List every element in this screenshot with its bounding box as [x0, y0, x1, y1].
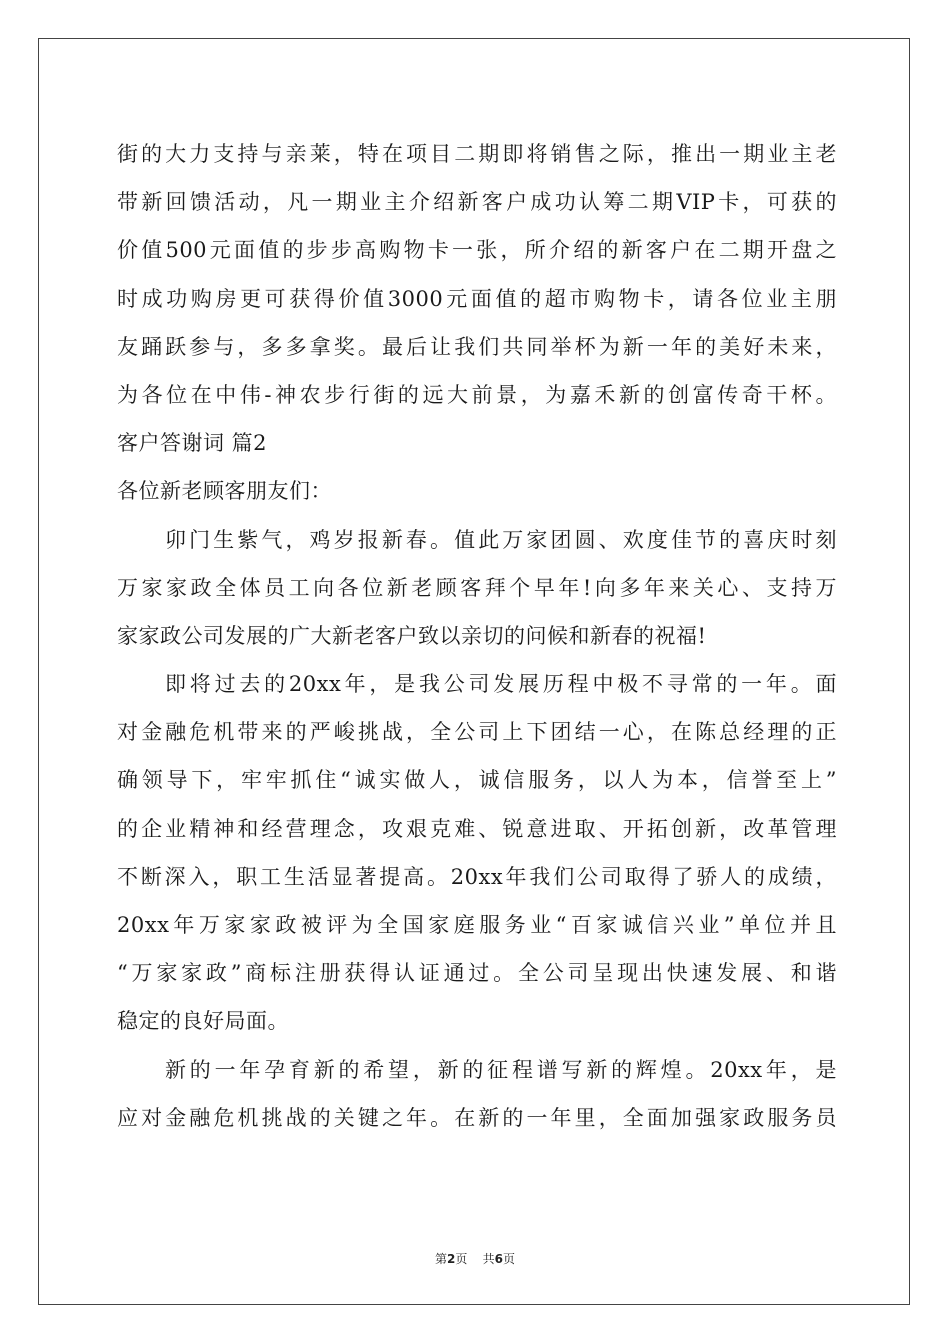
text-line: 万家家政全体员工向各位新老顾客拜个早年!向多年来关心、支持万 — [117, 575, 837, 600]
text-line: 稳定的良好局面。 — [117, 1009, 289, 1034]
text-line: 卯门生紫气，鸡岁报新春。值此万家团圆、欢度佳节的喜庆时刻 — [165, 527, 837, 552]
text-line: 对金融危机带来的严峻挑战，全公司上下团结一心，在陈总经理的正 — [117, 720, 837, 745]
page-suffix: 页 — [455, 1252, 468, 1266]
text-line: 家家政公司发展的广大新老客户致以亲切的问候和新春的祝福! — [117, 623, 707, 648]
text-line: “万家家政”商标注册获得认证通过。全公司呈现出快速发展、和谐 — [117, 961, 837, 986]
text-line: 新的一年孕育新的希望，新的征程谱写新的辉煌。20xx年，是 — [165, 1057, 837, 1082]
text-line: 20xx年万家家政被评为全国家庭服务业“百家诚信兴业”单位并且 — [117, 913, 837, 937]
text-line: 不断深入，职工生活显著提高。20xx年我们公司取得了骄人的成绩， — [117, 864, 837, 889]
text-line: 的企业精神和经营理念，攻艰克难、锐意进取、开拓创新，改革管理 — [117, 816, 837, 841]
text-line: 各位新老顾客朋友们： — [117, 479, 332, 504]
total-prefix: 共 — [482, 1252, 495, 1266]
text-line: 即将过去的20xx年，是我公司发展历程中极不寻常的一年。面 — [165, 672, 837, 697]
text-line: 时成功购房更可获得价值3000元面值的超市购物卡，请各位业主朋 — [117, 286, 837, 311]
page-prefix: 第 — [434, 1252, 447, 1266]
total-suffix: 页 — [503, 1252, 516, 1266]
text-line: 带新回馈活动，凡一期业主介绍新客户成功认筹二期VIP卡，可获的 — [117, 190, 837, 215]
text-line: 确领导下，牢牢抓住“诚实做人，诚信服务，以人为本，信誉至上” — [117, 768, 837, 793]
text-line: 街的大力支持与亲莱，特在项目二期即将销售之际，推出一期业主老 — [117, 142, 837, 166]
page-number: 2 — [446, 1252, 456, 1266]
text-line: 应对金融危机挑战的关键之年。在新的一年里，全面加强家政服务员 — [117, 1105, 837, 1130]
total-pages: 6 — [494, 1252, 503, 1266]
text-line: 为各位在中伟-神农步行街的远大前景，为嘉禾新的创富传奇干杯。 — [117, 382, 837, 407]
text-line: 友踊跃参与，多多拿奖。最后让我们共同举杯为新一年的美好未来， — [117, 334, 837, 359]
text-line: 价值500元面值的步步高购物卡一张，所介绍的新客户在二期开盘之 — [117, 238, 837, 263]
text-line: 客户答谢词 篇2 — [117, 431, 268, 456]
document-body — [117, 130, 837, 1142]
page-footer — [0, 1250, 950, 1267]
